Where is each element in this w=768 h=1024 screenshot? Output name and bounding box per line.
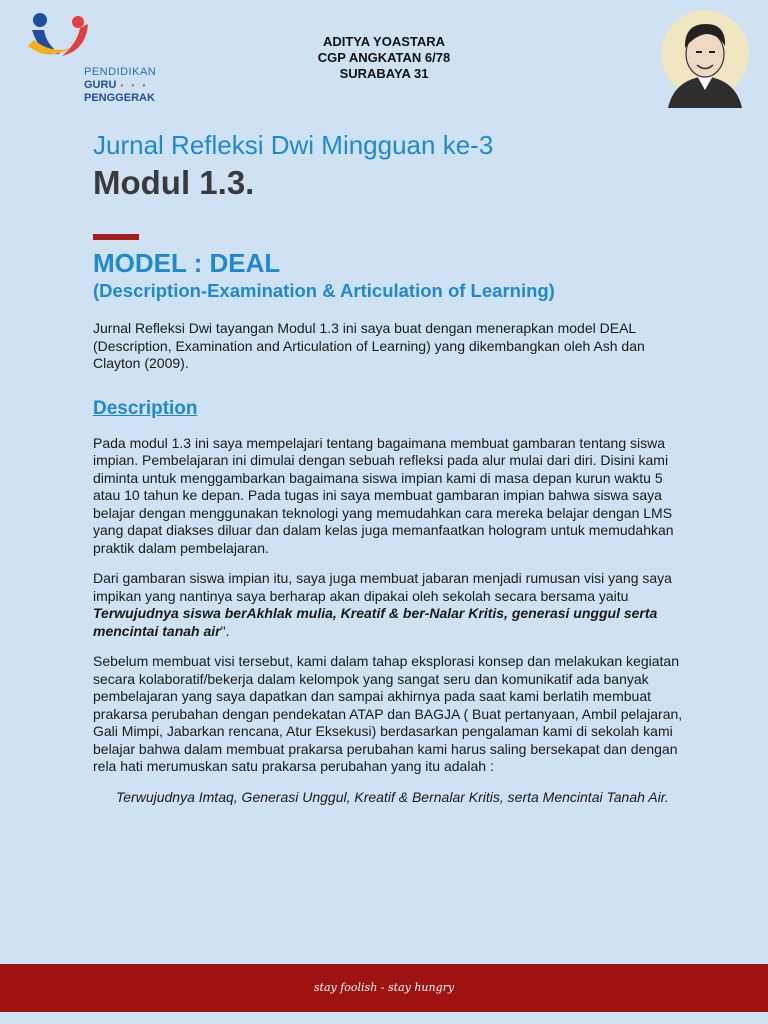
logo-line-1: PENDIDIKAN [84, 66, 157, 78]
author-portrait [654, 10, 756, 108]
logo-line-3: PENGGERAK [84, 92, 155, 104]
pgp-logo [26, 10, 157, 104]
author-block [250, 34, 518, 82]
description-paragraph-1: Pada modul 1.3 ini saya mempelajari tentang bagaimana membuat gambaran tentang siswa impian. Pembelajaran ini dimulai dengan sebuah refleksi pada alur mulai dari diri. Disini kami diminta untuk menggambarkan bagaimana siswa impian kami di masa depan kurun waktu 5 atau 10 tahun ke depan. Pada tugas ini saya membuat gambaran impian bahwa siswa saya belajar dengan menggunakan teknologi yang memudahkan cara mereka belajar dengan LMS yang dapat diakses diluar dan dalam kelas juga memanfaatkan hologram untuk memudahkan praktik dalam pembelajaran. [93, 434, 674, 556]
footer-bar [0, 964, 768, 1012]
change-initiative-quote: Terwujudnya Imtaq, Generasi Unggul, Kreatif & Bernalar Kritis, serta Mencintai Tanah Air. [116, 788, 669, 805]
model-title: MODEL : DEAL [93, 248, 281, 278]
author-cohort: CGP ANGKATAN 6/78 [317, 50, 451, 65]
description-paragraph-3: Sebelum membuat visi tersebut, kami dalam tahap eksplorasi konsep dan melakukan kegiatan secara kolaboratif/bekerja dalam kelompok yang sangat seru dan komunikatif ada banyak pembelajaran yang saya dapatkan dan sampai akhirnya pada saat kami berlatih membuat prakarsa perubahan dengan pendekatan ATAP dan BAGJA ( Buat pertanyaan, Ambil pelajaran, Gali Mimpi, Jabarkan rencana, Atur Eksekusi) berdasarkan pengalaman kami di sekolah kami belajar bahwa dalam membuat prakarsa perubahan kami harus saling bersekapat dan dengan rela hati merumuskan satu prakarsa perubahan yang itu adalah : [93, 653, 683, 774]
title-divider [93, 234, 139, 240]
pgp-logo-text [84, 66, 156, 105]
journal-title: Jurnal Refleksi Dwi Mingguan ke-3 [93, 130, 494, 160]
author-name: ADITYA YOASTARA [322, 34, 446, 49]
description-heading: Description [93, 397, 198, 419]
logo-dots: • • • [120, 81, 149, 90]
p2-text-before: Dari gambaran siswa impian itu, saya juga membuat jabaran menjadi rumusan visi yang saya impikan yang nantinya saya berharap akan dipakai oleh sekolah secara bersama yaitu [93, 570, 672, 604]
author-school: SURABAYA 31 [339, 66, 429, 81]
journal-content [93, 128, 683, 819]
intro-paragraph: Jurnal Refleksi Dwi tayangan Modul 1.3 ini saya buat dengan menerapkan model DEAL (Description, Examination and Articulation of Learning) yang dikembangkan oleh Ash dan Clayton (2009). [93, 320, 645, 371]
p2-text-after: ". [220, 622, 230, 639]
vision-statement: Terwujudnya siswa berAkhlak mulia, Kreatif & ber-Nalar Kritis, generasi unggul serta mencintai tanah air [93, 605, 658, 639]
description-paragraph-2 [93, 570, 683, 640]
logo-line-2: GURU [84, 79, 117, 91]
footer-motto: stay foolish - stay hungry [313, 981, 455, 994]
model-subtitle: (Description-Examination & Articulation of Learning) [93, 280, 555, 301]
module-title: Modul 1.3. [93, 164, 255, 201]
pgp-logo-icon [26, 10, 96, 66]
portrait-illustration-icon [654, 10, 756, 108]
